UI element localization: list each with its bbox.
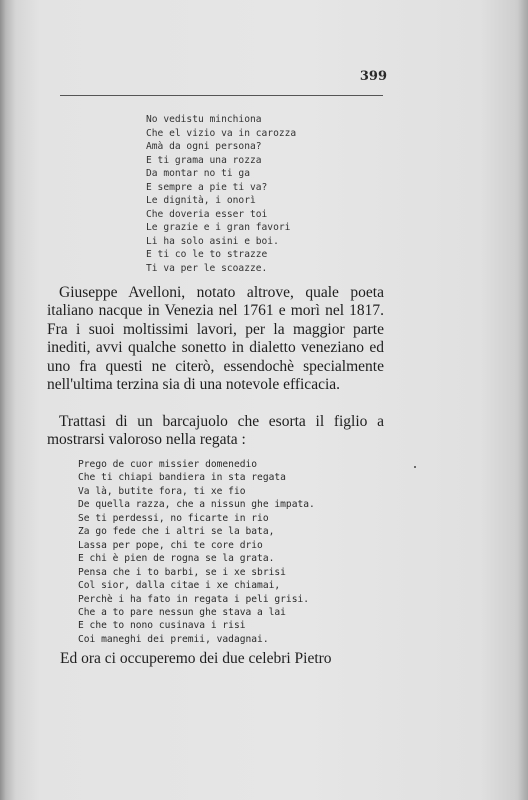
paragraph-barcajuolo: Trattasi di un barcajuolo che esorta il figlio a mostrarsi valoroso nella regata : [47, 413, 384, 449]
sonnet-line: Za go fede che i altri se la bata, [78, 526, 275, 538]
sonnet-line: Lassa per pope, chi te core drio [78, 539, 263, 551]
page-edge-shadow [518, 0, 528, 800]
sonnet-line: Prego de cuor missier domenedio [78, 459, 258, 470]
sonnet-line: Che ti chiapi bandiera in sta regata [78, 472, 286, 484]
sonnet-line: E chi è pien de rogna se la grata. [78, 553, 275, 565]
sonnet-line: E che to nono cusinava i risi [78, 620, 246, 632]
verse-line: Che el vizio va in carozza [146, 127, 297, 139]
verse-line: E sempre a pie ti va? [146, 181, 268, 193]
verse-line: Che doveria esser toi [146, 208, 268, 220]
verse-line: Le grazie e i gran favori [146, 222, 291, 233]
verse-line: Amà da ogni persona? [146, 141, 262, 152]
sonnet-line: Col sior, dalla citae i xe chiamai, [78, 580, 281, 592]
verse-line: Da montar no ti ga [146, 168, 250, 179]
sonnet-line: De quella razza, che a nissun ghe impata. [78, 499, 315, 511]
verse-block-satire [146, 113, 296, 275]
sonnet-line: Perchè i ha fato in regata i peli grisi. [78, 593, 310, 605]
verse-line: E ti grama una rozza [146, 154, 262, 166]
header-rule [60, 95, 383, 96]
sonnet-line: Coi maneghi dei premii, vadagnai. [78, 633, 269, 645]
sonnet-line: Va là, butite fora, ti xe fio [78, 485, 246, 497]
paper-speck [414, 466, 416, 468]
verse-line: Ti va per le scoazze. [146, 262, 268, 274]
verse-line: E ti co le to strazze [146, 249, 268, 260]
verse-line: Li ha solo asini e boi. [146, 235, 279, 247]
sonnet-line: Se ti perdessi, no ficarte in rio [78, 512, 269, 524]
verse-line: No vedistu minchiona [146, 114, 262, 125]
page-number: 399 [359, 69, 387, 84]
sonnet-line: Pensa che i to barbi, se i xe sbrisi [78, 566, 286, 578]
verse-line: Le dignità, i onorì [146, 195, 256, 206]
closing-line: Ed ora ci occuperemo dei due celebri Pietro [60, 650, 332, 667]
sonnet-line: Che a to pare nessun ghe stava a lai [78, 606, 286, 618]
paragraph-avelloni: Giuseppe Avelloni, notato altrove, quale poeta italiano nacque in Venezia nel 1761 e morì nel 1817. Fra i suoi moltissimi lavori, per la maggior parte inediti, avvi qualche sonetto in dialetto veneziano ed uno fra questi ne citerò, essendochè specialmente nell'ultima terzina sia di una notevole efficacia. [47, 284, 384, 394]
sonnet-regata [78, 458, 315, 646]
